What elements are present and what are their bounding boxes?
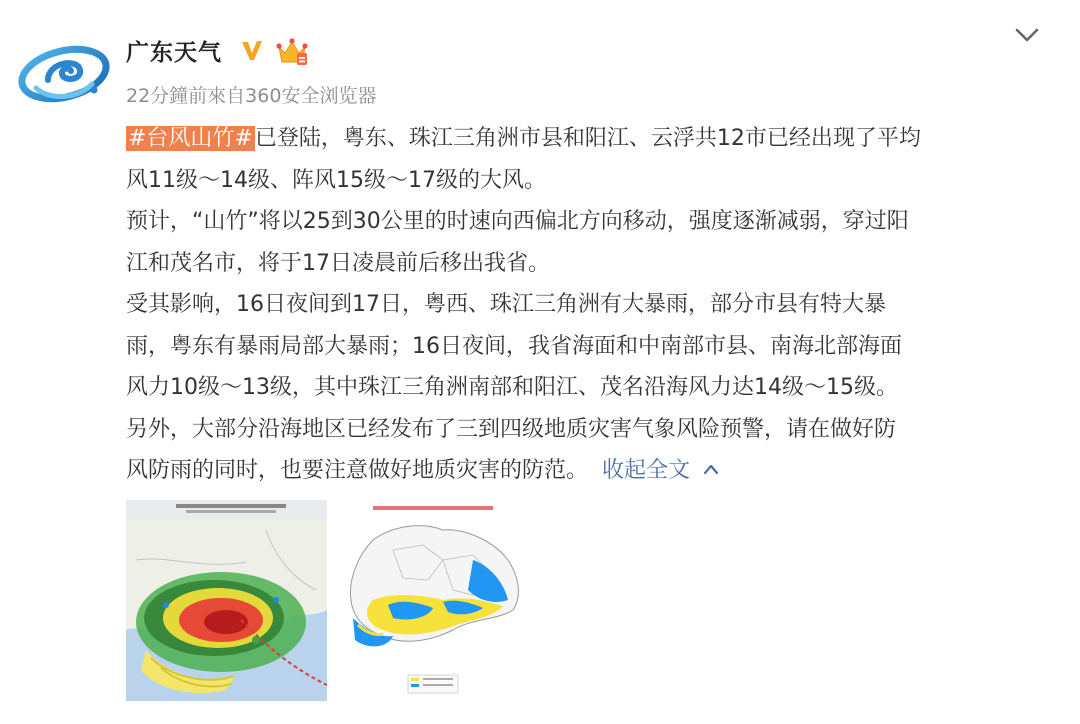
verified-v-icon xyxy=(240,38,264,62)
paragraph-4-text: 风防雨的同时，也要注意做好地质灾害的防范。 xyxy=(126,458,589,483)
paragraph-1-line-1 xyxy=(126,118,1046,160)
menu-chevron-button[interactable] xyxy=(1012,24,1042,46)
crown-icon[interactable] xyxy=(276,36,308,66)
paragraph-4-line-2 xyxy=(126,450,1046,492)
chevron-up-icon xyxy=(702,463,720,475)
image-thumbnail-warning-map[interactable] xyxy=(333,500,534,701)
warning-map-image xyxy=(333,500,534,701)
paragraph-2-line-1: 预计，“山竹”将以25到30公里的时速向西偏北方向移动，强度逐渐减弱，穿过阳 xyxy=(126,209,909,234)
paragraph-1-text: 已登陆，粤东、珠江三角洲市县和阳江、云浮共12市已经出现了平均 xyxy=(254,126,921,151)
avatar[interactable] xyxy=(18,40,110,106)
paragraph-4-line-1: 另外，大部分沿海地区已经发布了三到四级地质灾害气象风险预警，请在做好防 xyxy=(126,416,897,442)
chevron-down-icon xyxy=(1012,24,1042,46)
paragraph-1-line-2: 风11级～14级、阵风15级～17级的大风。 xyxy=(126,167,546,193)
weather-logo-icon xyxy=(18,40,110,106)
paragraph-3-line-2: 雨，粤东有暴雨局部大暴雨；16日夜间，我省海面和中南部市县、南海北部海面 xyxy=(126,333,902,359)
post-meta: 22分鐘前來自360安全浏览器 xyxy=(126,85,377,107)
hashtag-link[interactable]: #台风山竹# xyxy=(128,126,253,151)
post-content xyxy=(126,118,1046,492)
radar-map-image xyxy=(126,500,327,701)
author-name[interactable]: 广东天气 xyxy=(126,40,222,66)
collapse-label: 收起全文 xyxy=(602,458,691,483)
paragraph-3-line-1: 受其影响，16日夜间到17日，粤西、珠江三角洲有大暴雨，部分市县有特大暴 xyxy=(126,292,886,317)
paragraph-3-line-3: 风力10级～13级，其中珠江三角洲南部和阳江、茂名沿海风力达14级～15级。 xyxy=(126,375,898,400)
collapse-button[interactable] xyxy=(602,458,720,483)
image-thumbnail-radar[interactable] xyxy=(126,500,327,701)
paragraph-2-line-2: 江和茂名市，将于17日凌晨前后移出我省。 xyxy=(126,250,550,276)
